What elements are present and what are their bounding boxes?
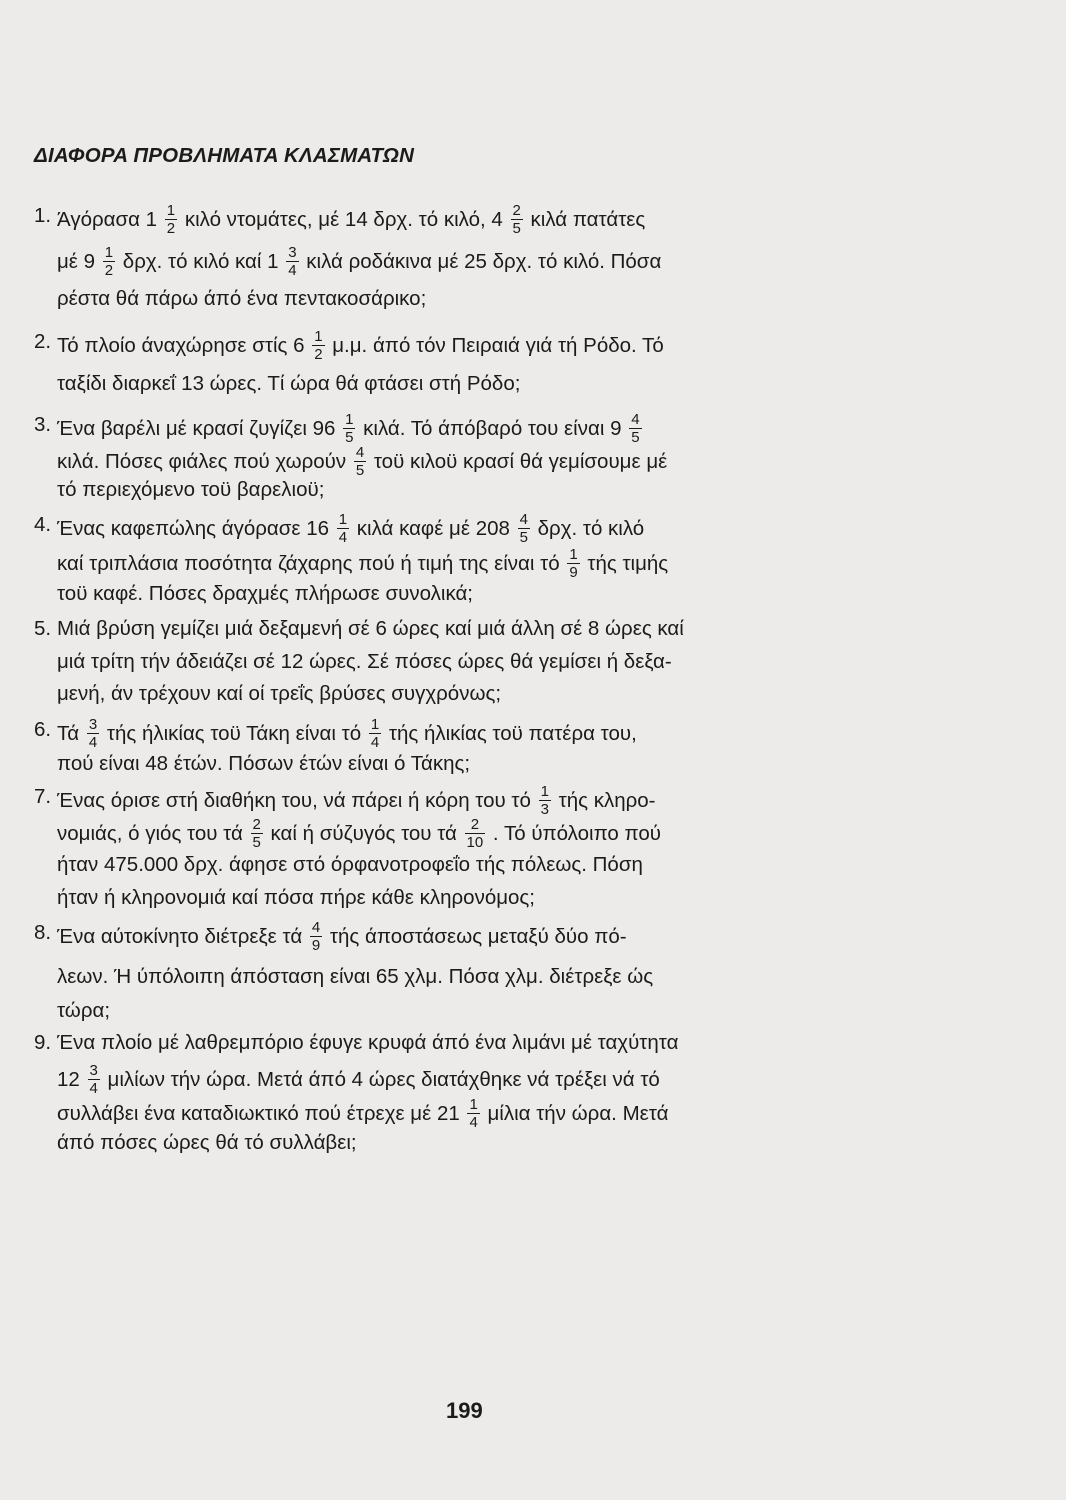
problem-line: Μιά βρύση γεμίζει μιά δεξαμενή σέ 6 ώρες καί μιά άλλη σέ 8 ώρες καί bbox=[57, 617, 684, 640]
problem-line: νομιάς, ό γιός του τά $\frac{2}{5}$ καί ή σύζυγός του τά $\frac{2}{10}$ . Τό ύπόλοιπο πού bbox=[57, 816, 661, 851]
problem-line: ταξίδι διαρκεΐ 13 ώρες. Τί ώρα θά φτάσει στή Ρόδο; bbox=[57, 372, 521, 395]
problem-line: 12 $\frac{3}{4}$ μιλίων τήν ώρα. Μετά άπό 4 ώρες διατάχθηκε νά τρέξει νά τό bbox=[57, 1062, 660, 1097]
fraction: $\frac{1}{9}$ bbox=[569, 546, 578, 581]
problem-line: ήταν ή κληρονομιά καί πόσα πήρε κάθε κληρονόμος; bbox=[57, 886, 536, 909]
page-title: ΔΙΑΦΟΡΑ ΠΡΟΒΛΗΜΑΤΑ ΚΛΑΣΜΑΤΩΝ bbox=[34, 144, 415, 167]
problem-line: τοϋ καφέ. Πόσες δραχμές πλήρωσε συνολικά; bbox=[57, 582, 473, 605]
problem-number: 9. bbox=[34, 1031, 52, 1054]
fraction: $\frac{4}{9}$ bbox=[311, 919, 321, 954]
fraction: $\frac{1}{2}$ bbox=[166, 202, 176, 237]
problem-line: Τά $\frac{3}{4}$ τής ήλικίας τοϋ Τάκη είναι τό $\frac{1}{4}$ τής ήλικίας τοϋ πατέρα του, bbox=[57, 716, 637, 751]
fraction: $\frac{3}{4}$ bbox=[89, 1062, 98, 1097]
problem-line: μέ 9 $\frac{1}{2}$ δρχ. τό κιλό καί 1 $\frac{3}{4}$ κιλά ροδάκινα μέ 25 δρχ. τό κιλό. Πόσα bbox=[57, 244, 662, 279]
fraction: $\frac{4}{5}$ bbox=[631, 411, 640, 446]
fraction: $\frac{2}{10}$ bbox=[466, 816, 484, 851]
problem-line: μενή, άν τρέχουν καί οί τρεΐς βρύσες συγχρόνως; bbox=[57, 682, 502, 705]
problem-line: ρέστα θά πάρω άπό ένα πεντακοσάρικο; bbox=[57, 287, 427, 310]
fraction: $\frac{4}{5}$ bbox=[355, 444, 365, 479]
problem-number: 2. bbox=[34, 330, 52, 353]
problem-line: τώρα; bbox=[57, 999, 111, 1022]
problem-line: συλλάβει ένα καταδιωκτικό πού έτρεχε μέ 21 $\frac{1}{4}$ μίλια τήν ώρα. Μετά bbox=[57, 1096, 669, 1131]
problem-number: 5. bbox=[34, 617, 52, 640]
problem-line: Ένα αύτοκίνητο διέτρεξε τά $\frac{4}{9}$ τής άποστάσεως μεταξύ δύο πό- bbox=[57, 919, 627, 954]
problem-line: λεων. Ή ύπόλοιπη άπόσταση είναι 65 χλμ. Πόσα χλμ. διέτρεξε ώς bbox=[57, 965, 654, 988]
fraction: $\frac{1}{4}$ bbox=[370, 716, 380, 751]
problem-line: Τό πλοίο άναχώρησε στίς 6 $\frac{1}{2}$ μ.μ. άπό τόν Πειραιά γιά τή Ρόδο. Τό bbox=[57, 328, 664, 363]
fraction: $\frac{1}{2}$ bbox=[104, 244, 114, 279]
problem-line: άπό πόσες ώρες θά τό συλλάβει; bbox=[57, 1131, 357, 1154]
page-number: 199 bbox=[446, 1398, 483, 1423]
fraction: $\frac{1}{4}$ bbox=[469, 1096, 478, 1131]
problem-line: καί τριπλάσια ποσότητα ζάχαρης πού ή τιμή της είναι τό $\frac{1}{9}$ τής τιμής bbox=[57, 546, 669, 581]
problem-line: κιλά. Πόσες φιάλες πού χωρούν $\frac{4}{5}$ τοϋ κιλοϋ κρασί θά γεμίσουμε μέ bbox=[57, 444, 668, 479]
problem-line: Ένας καφεπώλης άγόρασε 16 $\frac{1}{4}$ κιλά καφέ μέ 208 $\frac{4}{5}$ δρχ. τό κιλό bbox=[57, 511, 645, 546]
problem-line: ήταν 475.000 δρχ. άφησε στό όρφανοτροφεΐο τής πόλεως. Πόση bbox=[57, 853, 643, 876]
problem-line: μιά τρίτη τήν άδειάζει σέ 12 ώρες. Σέ πόσες ώρες θά γεμίσει ή δεξα- bbox=[57, 650, 672, 673]
fraction: $\frac{1}{3}$ bbox=[540, 783, 549, 818]
problem-line: πού είναι 48 έτών. Πόσων έτών είναι ό Τάκης; bbox=[57, 752, 471, 775]
problem-line: Ένας όρισε στή διαθήκη του, νά πάρει ή κόρη του τό $\frac{1}{3}$ τής κληρο- bbox=[57, 783, 656, 818]
fraction: $\frac{4}{5}$ bbox=[519, 511, 528, 546]
problem-number: 6. bbox=[34, 718, 52, 741]
problem-number: 3. bbox=[34, 413, 52, 436]
problem-number: 4. bbox=[34, 513, 52, 536]
fraction: $\frac{1}{5}$ bbox=[345, 411, 354, 446]
fraction: $\frac{1}{4}$ bbox=[338, 511, 348, 546]
problem-number: 1. bbox=[34, 204, 52, 227]
problem-line: Ένα πλοίο μέ λαθρεμπόριο έφυγε κρυφά άπό ένα λιμάνι μέ ταχύτητα bbox=[57, 1031, 679, 1054]
fraction: $\frac{3}{4}$ bbox=[288, 244, 297, 279]
problem-line: Άγόρασα 1 $\frac{1}{2}$ κιλό ντομάτες, μέ 14 δρχ. τό κιλό, 4 $\frac{2}{5}$ κιλά πατάτες bbox=[57, 202, 646, 237]
fraction: $\frac{1}{2}$ bbox=[314, 328, 323, 363]
fraction: $\frac{3}{4}$ bbox=[88, 716, 98, 751]
problem-line: τό περιεχόμενο τοϋ βαρελιοϋ; bbox=[57, 478, 325, 501]
problem-number: 7. bbox=[34, 785, 52, 808]
fraction: $\frac{2}{5}$ bbox=[252, 816, 261, 851]
problem-number: 8. bbox=[34, 921, 52, 944]
fraction: $\frac{2}{5}$ bbox=[512, 202, 521, 237]
problem-line: Ένα βαρέλι μέ κρασί ζυγίζει 96 $\frac{1}{5}$ κιλά. Τό άπόβαρό του είναι 9 $\frac{4}{5}$ bbox=[57, 411, 640, 446]
